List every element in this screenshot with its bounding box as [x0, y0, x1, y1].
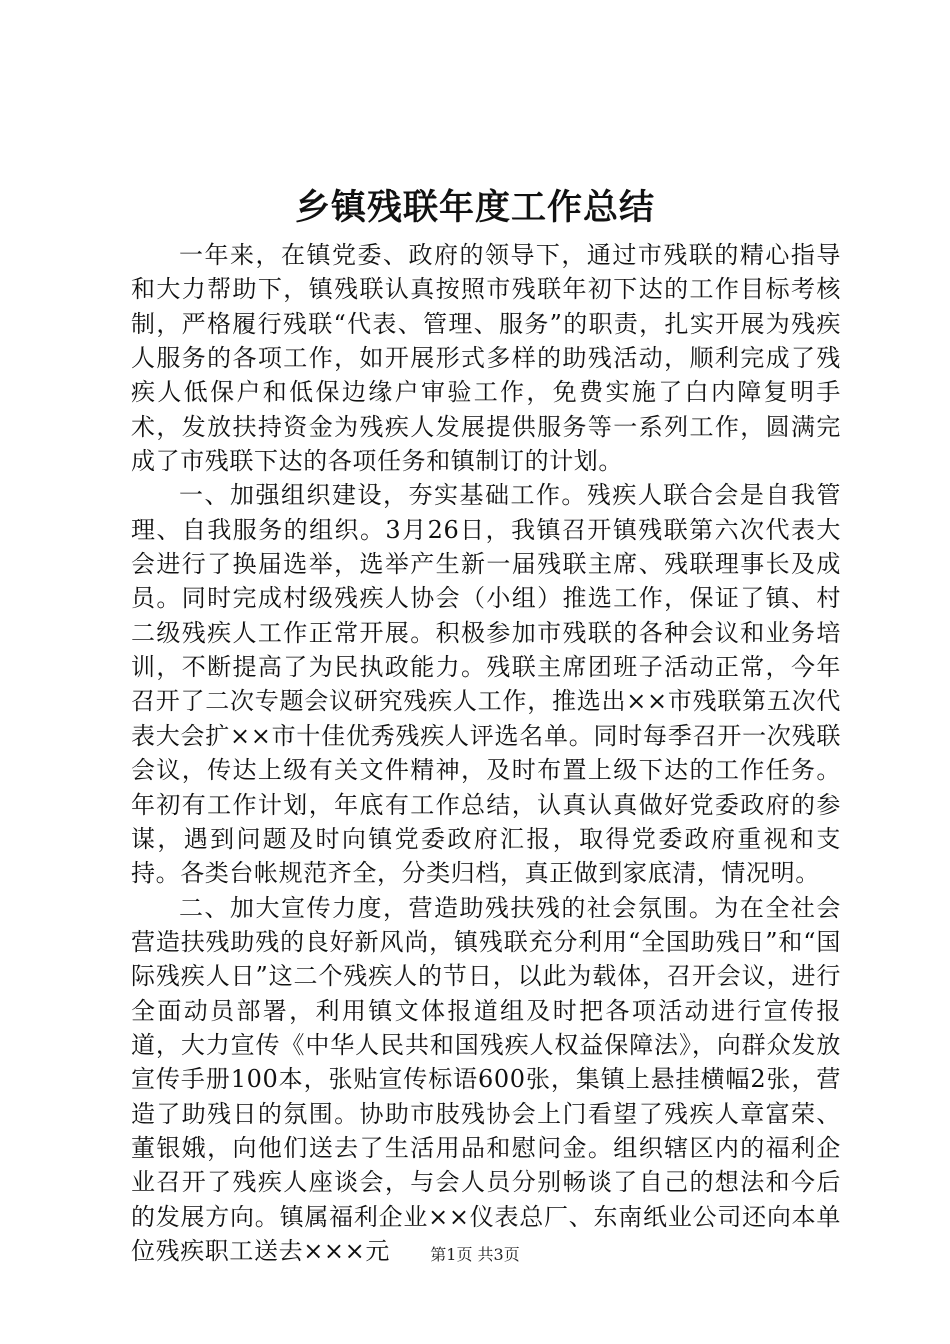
page-footer: [0, 1244, 950, 1266]
document-body: [131, 238, 841, 1268]
paragraph-organization: 一、加强组织建设，夯实基础工作。残疾人联合会是自我管理、自我服务的组织。3月26日，我镇召开镇残联第六次代表大会进行了换届选举，选举产生新一届残联主席、残联理事长及成员。同时完成村级残疾人协会（小组）推选工作，保证了镇、村二级残疾人工作正常开展。积极参加市残联的各种会议和业务培训，不断提高了为民执政能力。残联主席团班子活动正常，今年召开了二次专题会议研究残疾人工作，推选出××市残联第五次代表大会扩××市十佳优秀残疾人评选名单。同时每季召开一次残联会议，传达上级有关文件精神，及时布置上级下达的工作任务。年初有工作计划，年底有工作总结，认真认真做好党委政府的参谋，遇到问题及时向镇党委政府汇报，取得党委政府重视和支持。各类台帐规范齐全，分类归档，真正做到家底清，情况明。: [131, 481, 841, 888]
paragraph-publicity: 二、加大宣传力度，营造助残扶残的社会氛围。为在全社会营造扶残助残的良好新风尚，镇残联充分利用“全国助残日”和“国际残疾人日”这二个残疾人的节日，以此为载体，召开会议，进行全面动员部署，利用镇文体报道组及时把各项活动进行宣传报道，大力宣传《中华人民共和国残疾人权益保障法》，向群众发放宣传手册100本，张贴宣传标语600张，集镇上悬挂横幅2张，营造了助残日的氛围。协助市肢残协会上门看望了残疾人章富荣、董银娥，向他们送去了生活用品和慰问金。组织辖区内的福利企业召开了残疾人座谈会，与会人员分别畅谈了自己的想法和今后的发展方向。镇属福利企业××仪表总厂、东南纸业公司还向本单位残疾职工送去×××元: [131, 893, 841, 1265]
page-total: 共3页: [477, 1245, 520, 1264]
paragraph-intro: 一年来，在镇党委、政府的领导下，通过市残联的精心指导和大力帮助下，镇残联认真按照市残联年初下达的工作目标考核制，严格履行残联“代表、管理、服务”的职责，扎实开展为残疾人服务的各项工作，如开展形式多样的助残活动，顺利完成了残疾人低保户和低保边缘户审验工作，免费实施了白内障复明手术，发放扶持资金为残疾人发展提供服务等一系列工作，圆满完成了市残联下达的各项任务和镇制订的计划。: [131, 241, 841, 476]
document-title: 乡镇残联年度工作总结: [294, 188, 655, 228]
page-number: 第1页: [430, 1245, 473, 1264]
